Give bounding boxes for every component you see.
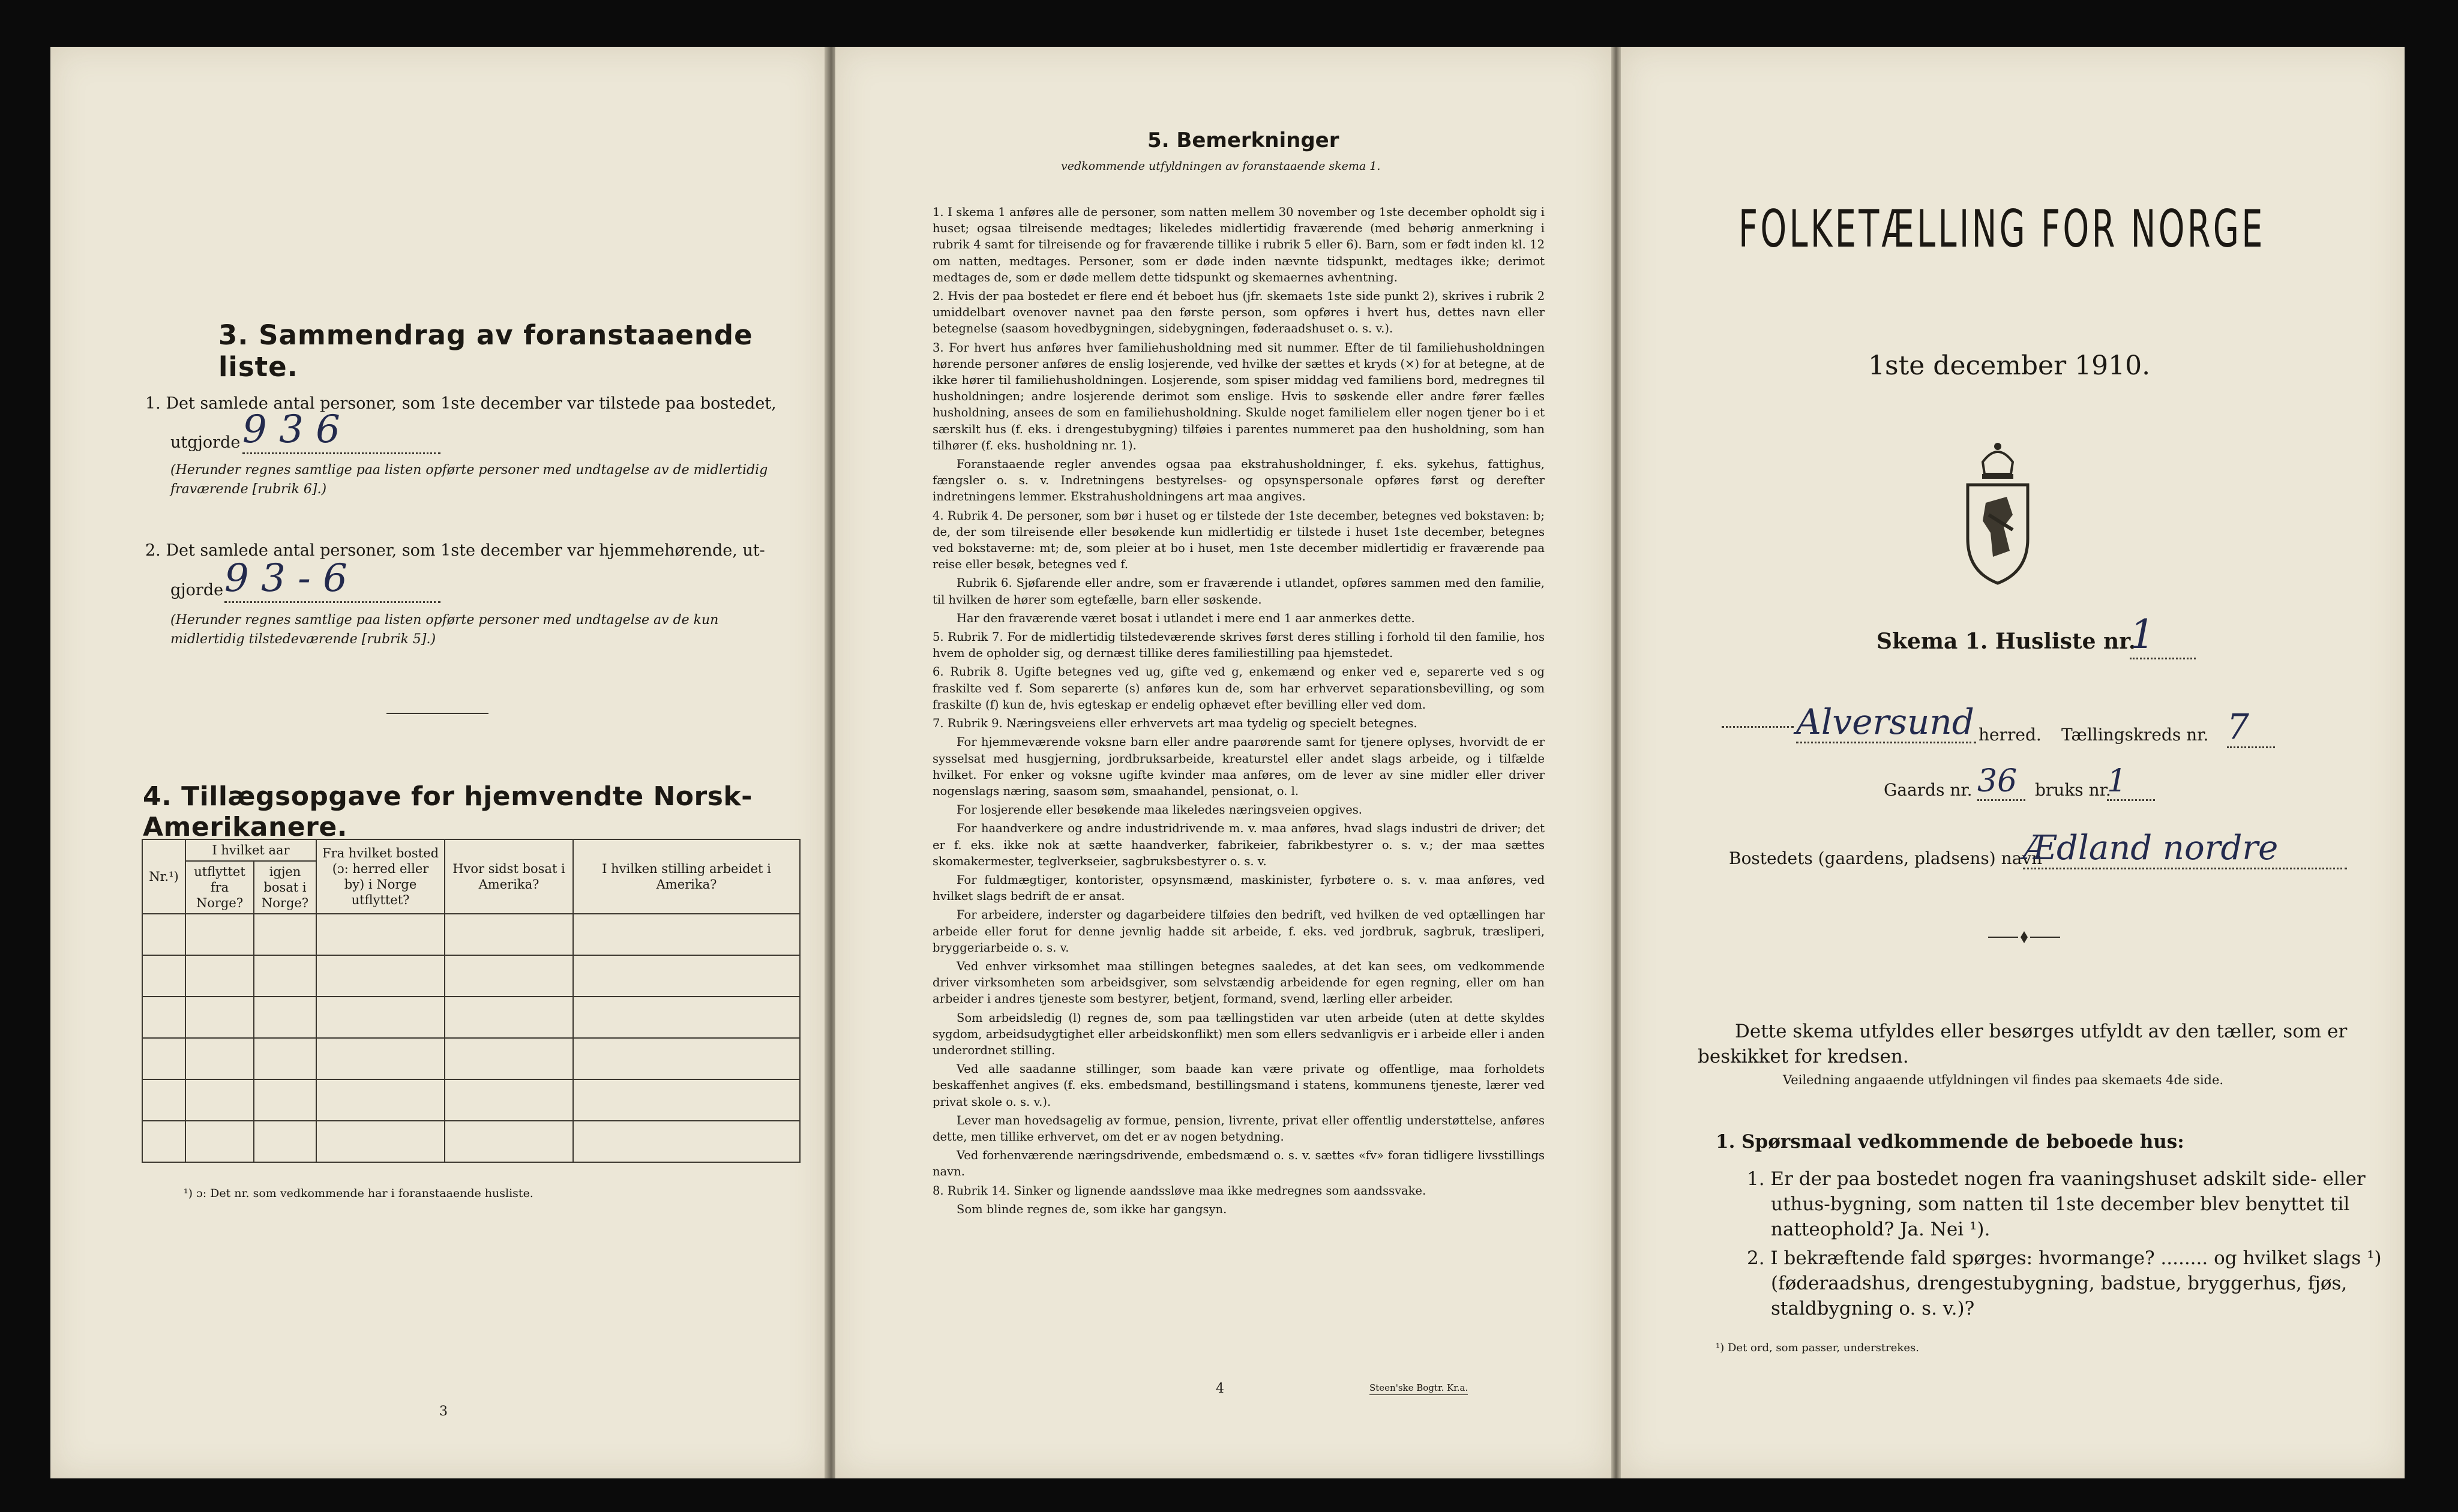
table-row (142, 1121, 800, 1162)
col-which-year: I hvilket aar (185, 839, 316, 861)
bruks-label: bruks nr. (2035, 780, 2111, 800)
item2-value: 9 3 - 6 (224, 556, 440, 603)
remark-paragraph: Som arbeidsledig (l) regnes de, som paa tællingstiden var uten arbeide (uten at dette skyldes sygdom, arbeidsudygtighet eller arbeidskonflikt) men som ellers sedvanligvis er i arbeide eller i anden underordnet stilling. (933, 1010, 1545, 1057)
bosted-value: Ædland nordre (2023, 829, 2347, 869)
table-row (142, 997, 800, 1038)
coat-of-arms-icon (1956, 437, 2040, 587)
ornament-icon (1988, 930, 2060, 944)
page-middle (835, 47, 1611, 1478)
footnote: ¹) ɔ: Det nr. som vedkommende har i foranstaaende husliste. (184, 1187, 533, 1200)
remarks-body (933, 204, 1545, 1220)
herred-value: Alversund (1796, 702, 1976, 743)
remark-paragraph: Foranstaaende regler anvendes ogsaa paa ekstrahusholdninger, f. eks. sykehus, fattighus, fængsler o. s. v. Indretningens bestyrelses- og opsynspersonale opføres først og derefter indretningens lemmer. Ekstrahusholdningens art maa angives. (933, 457, 1545, 504)
remark-paragraph: For hjemmeværende voksne barn eller andre paarørende samt for tjenere oplyses, hvorvidt de er sysselsat med husgjerning, jordbruksarbeide, kreaturstel eller andet slags arbeide, og i tilfælde hvilket. For enker og voksne ugifte kvinder maa anføres, om de lever av sine midler eller driver nogenslags næring, saasom søm, smaahandel, pensionat, o. l. (933, 735, 1545, 798)
remark-paragraph: For arbeidere, inderster og dagarbeidere tilføies den bedrift, ved hvilken de ved optællingen har arbeide eller forut for denne jevnlig hadde sit arbeide, f. eks. ved jordbruk, sagbruk, træsliperi, bryggeriarbeide o. s. v. (933, 908, 1545, 955)
remark-paragraph: 6. Rubrik 8. Ugifte betegnes ved ug, gifte ved g, enkemænd og enker ved e, separerte ved s og fraskilte ved f. Som separerte (s) anføres kun de, som har erhvervet separationsbevilling, og som fraskilte (f) kun de, hvis egteskap er endelig ophævet efter bevilling eller ved dom. (933, 665, 1545, 712)
remark-paragraph: 3. For hvert hus anføres hver familiehusholdning med sit nummer. Efter de til familiehusholdningen hørende personer anføres de enslig losjerende, ved hvilke der sættes et kryds (×) for at betegne, at de ikke hører til familiehusholdningen. Losjerende, som spiser middag ved familiens bord, medregnes til husholdningen; andre losjerende derimot som enslige. Hvis to søskende eller andre fører fælles husholdning, ansees de som en familiehusholdning. Skulde noget familielem eller nogen tjener bo i et særskilt hus (f. eks. i drengestubygning) tilføies i parentes nummeret paa den husholdning, som han tilhører (f. eks. husholdning nr. 1). (933, 340, 1545, 452)
item1-text: 1. Det samlede antal personer, som 1ste december var tilstede paa bostedet, (145, 394, 777, 413)
table-row (142, 914, 800, 955)
question-1: 1. Er der paa bostedet nogen fra vaaningshuset adskilt side- eller uthus-bygning, som natten til 1ste december blev benyttet til natteophold? Ja. Nei ¹). (1747, 1168, 2366, 1240)
remark-paragraph: For losjerende eller besøkende maa likeledes næringsveien opgives. (957, 803, 1362, 817)
col-where-last: Hvor sidst bosat i Amerika? (445, 839, 573, 914)
col-from-where: Fra hvilket bosted (ɔ: herred eller by) i Norge utflyttet? (316, 839, 445, 914)
fold-shadow (1611, 47, 1621, 1478)
remark-paragraph: Ved alle saadanne stillinger, som baade kan være private og offentlige, maa forholdets beskaffenhet angives (f. eks. embedsmand, bestillingsmand i statens, kommunens tjeneste, lærer ved privat skole o. s. v.). (933, 1062, 1545, 1109)
item1-value: 9 3 6 (242, 407, 440, 454)
gaards-label: Gaards nr. (1884, 780, 1973, 800)
kreds-label: Tællingskreds nr. (2061, 725, 2209, 745)
item2-label: gjorde (170, 581, 224, 599)
col-returned: igjen bosat i Norge? (254, 861, 316, 914)
bosted-label: Bostedets (gaardens, pladsens) navn (1729, 848, 2043, 868)
remark-paragraph: 2. Hvis der paa bostedet er flere end ét beboet hus (jfr. skemaets 1ste side punkt 2), skrives i rubrik 2 umiddelbart ovenover navnet paa den første person, som opføres i hvert hus, dettes navn eller betegnelse (saasom hovedbygningen, sidebygningen, føderaadshuset o. s. v.). (933, 289, 1545, 336)
divider (386, 713, 488, 714)
item2-note: (Herunder regnes samtlige paa listen opførte personer med undtagelse av de kun midlertidig tilstedeværende [rubrik 5].) (170, 613, 719, 647)
kreds-value: 7 (2227, 707, 2275, 748)
item1-note: (Herunder regnes samtlige paa listen opførte personer med undtagelse av de midlertidig fraværende [rubrik 6].) (170, 463, 768, 497)
intro-note: Veiledning angaaende utfyldningen vil findes paa skemaets 4de side. (1783, 1073, 2224, 1087)
section3-title: 3. Sammendrag av foranstaaende liste. (218, 319, 753, 383)
intro-text: Dette skema utfyldes eller besørges utfyldt av den tæller, som er beskikket for kredsen. (1698, 1021, 2348, 1067)
question-2: 2. I bekræftende fald spørges: hvormange? ........ og hvilket slags ¹) (føderaadshus, drengestubygning, badstue, bryggerhus, fjøs, staldbygning o. s. v.)? (1747, 1247, 2382, 1319)
remark-paragraph: 5. Rubrik 7. For de midlertidig tilstedeværende skrives først deres stilling i forhold til den familie, hos hvem de opholder sig, og dernæst tillike deres familiestilling paa hjemstedet. (933, 630, 1545, 661)
remark-paragraph: 8. Rubrik 14. Sinker og lignende aandssløve maa ikke medregnes som aandssvake. (933, 1183, 1426, 1198)
page-number: 3 (439, 1404, 448, 1419)
herred-label: herred. (1979, 725, 2042, 745)
table-row (142, 1079, 800, 1121)
norsk-amerikanere-table (142, 839, 801, 1163)
page-right (1621, 47, 2405, 1478)
remarks-subtitle: vedkommende utfyldningen av foranstaaende skema 1. (1061, 160, 1381, 173)
remark-paragraph: Rubrik 6. Sjøfarende eller andre, som er fraværende i utlandet, opføres sammen med den familie, til hvilken de hører som egtefælle, barn eller søskende. (933, 576, 1545, 607)
page-left (50, 47, 825, 1478)
remarks-title: 5. Bemerkninger (1147, 128, 1339, 152)
table-row (142, 955, 800, 997)
printer-mark: Steen'ske Bogtr. Kr.a. (1369, 1382, 1468, 1395)
table-row (142, 1038, 800, 1079)
schema-label: Skema 1. Husliste nr. (1877, 629, 2136, 654)
remark-paragraph: Lever man hovedsagelig av formue, pension, livrente, privat eller offentlig understøttelse, anføres dette, men tillike erhvervet, om det er av nogen betydning. (933, 1113, 1545, 1144)
husliste-number: 1 (2130, 612, 2196, 659)
item2-text: 2. Det samlede antal personer, som 1ste december var hjemmehørende, ut- (145, 541, 765, 560)
footnote: ¹) Det ord, som passer, understrekes. (1716, 1342, 1919, 1354)
col-nr: Nr.¹) (142, 839, 185, 914)
remark-paragraph: 7. Rubrik 9. Næringsveiens eller erhvervets art maa tydelig og specielt betegnes. (933, 716, 1417, 731)
remark-paragraph: Ved enhver virksomhet maa stillingen betegnes saaledes, at det kan sees, om vedkommende driver virksomheten som arbeidsgiver, som selvstændig arbeidende for egen regning, eller om han arbeider i andres tjeneste som bestyrer, betjent, formand, svend, lærling eller arbeider. (933, 959, 1545, 1006)
remark-paragraph: Ved forhenværende næringsdrivende, embedsmænd o. s. v. sættes «fv» foran tidligere livsstillings navn. (933, 1148, 1545, 1179)
remark-paragraph: Har den fraværende været bosat i utlandet i mere end 1 aar anmerkes dette. (957, 611, 1415, 625)
page-number: 4 (1216, 1381, 1224, 1396)
col-emigrated: utflyttet fra Norge? (185, 861, 254, 914)
questions-heading: 1. Spørsmaal vedkommende de beboede hus: (1716, 1131, 2184, 1153)
gaards-value: 36 (1977, 763, 2025, 801)
col-position: I hvilken stilling arbeidet i Amerika? (573, 839, 800, 914)
dots (1722, 726, 1794, 728)
remark-paragraph: 1. I skema 1 anføres alle de personer, som natten mellem 30 november og 1ste december opholdt sig i huset; ogsaa tilreisende medtages; likeledes midlertidig fraværende (med behørig anmerkning i rubrik 4 samt for tilreisende og for fraværende tillike i rubrik 5 eller 6). Barn, som er født inden kl. 12 om natten, medtages. Personer, som er døde inden nævnte tidspunkt, medtages ikke; derimot medtages de, som er døde mellem dette tidspunkt og skemaernes avhentning. (933, 205, 1545, 284)
main-title: FOLKETÆLLING FOR NORGE (1738, 199, 2265, 259)
census-date: 1ste december 1910. (1868, 350, 2151, 381)
remark-paragraph: Som blinde regnes de, som ikke har gangsyn. (957, 1202, 1227, 1216)
bruks-value: 1 (2107, 763, 2155, 801)
remark-paragraph: For haandverkere og andre industridrivende m. v. maa anføres, hvad slags industri de driver; det er f. eks. ikke nok at sætte haandverker, fabrikeier, fabrikbestyrer o. s. v.; der maa sættes skomakermester, teglverkseier, sagbruksbestyrer o. s. v. (933, 821, 1545, 868)
remark-paragraph: For fuldmægtiger, kontorister, opsynsmænd, maskinister, fyrbøtere o. s. v. maa anføres, ved hvilket slags bedrift de er ansat. (933, 872, 1545, 904)
section4-title: 4. Tillægsopgave for hjemvendte Norsk-Amerikanere. (143, 781, 753, 842)
remark-paragraph: 4. Rubrik 4. De personer, som bør i huset og er tilstede der 1ste december, betegnes ved bokstaven: b; de, der som tilreisende eller besøkende kun midlertidig er tilstede i huset 1ste december, betegnes ved bokstaverne: mt; de, som pleier at bo i huset, men 1ste december midlertidig er fraværende paa reise eller besøk, betegnes ved f. (933, 508, 1545, 572)
item1-label: utgjorde (170, 433, 241, 452)
